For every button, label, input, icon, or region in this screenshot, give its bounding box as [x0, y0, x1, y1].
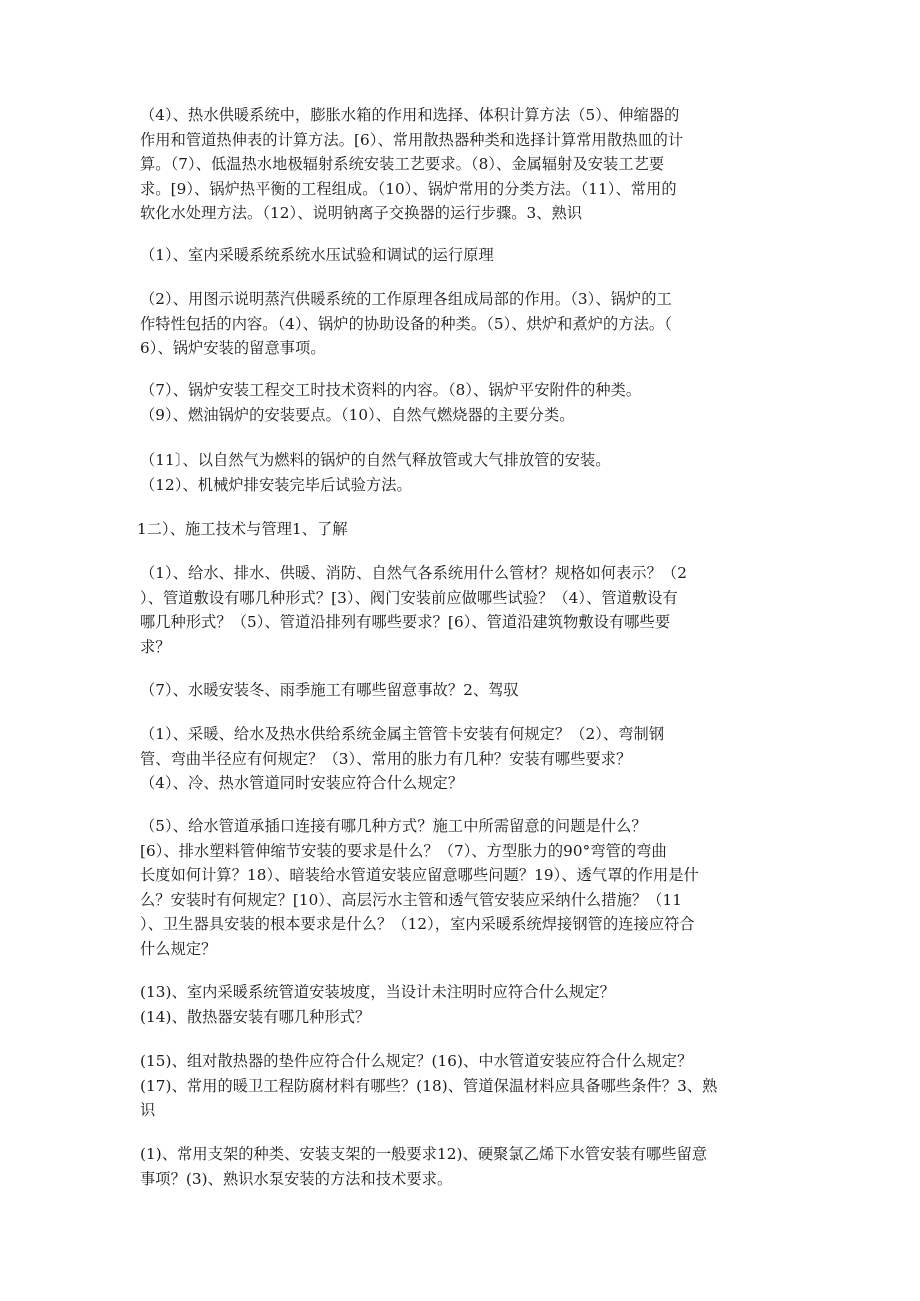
paragraph-pipe-materials [140, 561, 790, 659]
text-line: 求？ [140, 637, 171, 656]
text-line: （1）、给水、排水、供暖、消防、自然气各系统用什么管材？规格如何表示？（2 [140, 564, 687, 582]
text-line: （7）、锅炉安装工程交工时技术资料的内容。（8）、锅炉平安附件的种类。 [140, 381, 642, 399]
section-heading: 1二）、施工技术与管理1、了解 [137, 520, 348, 538]
text-line: [6）、排水塑料管伸缩节安装的要求是什么？（7）、方型胀力的90°弯管的弯曲 [140, 841, 667, 860]
text-line: （5）、给水管道承插口连接有哪几种方式？施工中所需留意的问题是什么？ [140, 817, 647, 835]
paragraph-radiator-gaskets [140, 1049, 790, 1123]
text-line: （11〕、以自然气为燃料的锅炉的自然气释放管或大气排放管的安装。 [140, 451, 611, 469]
text-line: 什么规定？ [140, 939, 217, 958]
text-line: （2）、用图示说明蒸汽供暖系统的工作原理各组成局部的作用。（3）、锅炉的工 [140, 290, 672, 308]
paragraph-pipe-clamps [140, 722, 790, 796]
text-line: (15)、组对散热器的垫件应符合什么规定？(16)、中水管道安装应符合什么规定？ [140, 1052, 693, 1070]
text-line: （4）、热水供暖系统中，膨胀水箱的作用和选择、体积计算方法（5）、伸缩器的 [140, 106, 680, 124]
paragraph-steam-heating [140, 287, 790, 361]
text-line: ）、管道敷设有哪几种形式？[3）、阀门安装前应做哪些试验？（4）、管道敷设有 [140, 588, 678, 607]
paragraph-water-pipe-joints [140, 814, 790, 961]
text-line: （1）、室内采暖系统系统水压试验和调试的运行原理 [140, 246, 494, 264]
text-line: (14)、散热器安装有哪几种形式？ [140, 1007, 371, 1026]
paragraph-gas-boiler [140, 448, 790, 497]
text-line: (13)、室内采暖系统管道安装坡度，当设计未注明时应符合什么规定？ [140, 983, 615, 1001]
text-line: （7）、水暖安装冬、雨季施工有哪些留意事故？2、驾驭 [140, 681, 519, 699]
paragraph-heating-slope [140, 980, 790, 1029]
paragraph-heating-hot-water [140, 103, 790, 226]
text-line: (1)、常用支架的种类、安装支架的一般要求12)、硬聚氯乙烯下水管安装有哪些留意 [140, 1145, 708, 1163]
text-line: 作用和管道热伸表的计算方法。[6）、常用散热器种类和选择计算常用散热皿的计 [140, 130, 684, 149]
text-line: 求。[9）、锅炉热平衡的工程组成。（10）、锅炉常用的分类方法。（11）、常用的 [140, 179, 677, 198]
paragraph-winter-construction [140, 678, 790, 703]
text-line: 管、弯曲半径应有何规定？（3）、常用的胀力有几种？安装有哪些要求？ [140, 749, 632, 768]
text-line: ）、卫生器具安装的根本要求是什么？（12），室内采暖系统焊接钢管的连接应符合 [140, 915, 695, 933]
text-line: 软化水处理方法。（12）、说明钠离子交换器的运行步骤。3、熟识 [140, 204, 583, 222]
paragraph-boiler-handover [140, 378, 790, 427]
text-line: 么？安装时有何规定？[10）、高层污水主管和透气管安装应采纳什么措施？（11 [140, 890, 682, 909]
paragraph-supports [140, 1142, 790, 1191]
text-line: 6）、锅炉安装的留意事项。 [140, 339, 326, 357]
text-line: 哪几种形式？（5）、管道沿排列有哪些要求？[6）、管道沿建筑物敷设有哪些要 [140, 613, 671, 631]
text-line: (17)、常用的暖卫工程防腐材料有哪些？(18)、管道保温材料应具备哪些条件？3、熟 [140, 1076, 718, 1095]
text-line: 事项？(3)、熟识水泵安装的方法和技术要求。 [140, 1169, 453, 1188]
text-line: 识 [140, 1101, 156, 1119]
section-heading-construction [137, 517, 787, 542]
text-line: 作特性包括的内容。（4）、锅炉的协助设备的种类。（5）、烘炉和煮炉的方法。（ [140, 314, 672, 333]
text-line: （1）、采暖、给水及热水供给系统金属主管管卡安装有何规定？（2）、弯制钢 [140, 725, 665, 743]
paragraph-pressure-test [140, 243, 790, 268]
text-line: 算。（7）、低温热水地极辐射系统安装工艺要求。（8）、金属辐射及安装工艺要 [140, 155, 665, 173]
text-line: （4）、冷、热水管道同时安装应符合什么规定？ [140, 774, 464, 792]
text-line: 长度如何计算？18）、暗装给水管道安装应留意哪些问题？19）、透气罩的作用是什 [140, 866, 699, 884]
text-line: （9）、燃油锅炉的安装要点。（10）、自然气燃烧器的主要分类。 [140, 405, 575, 424]
text-line: （12）、机械炉排安装完毕后试验方法。 [140, 475, 412, 494]
